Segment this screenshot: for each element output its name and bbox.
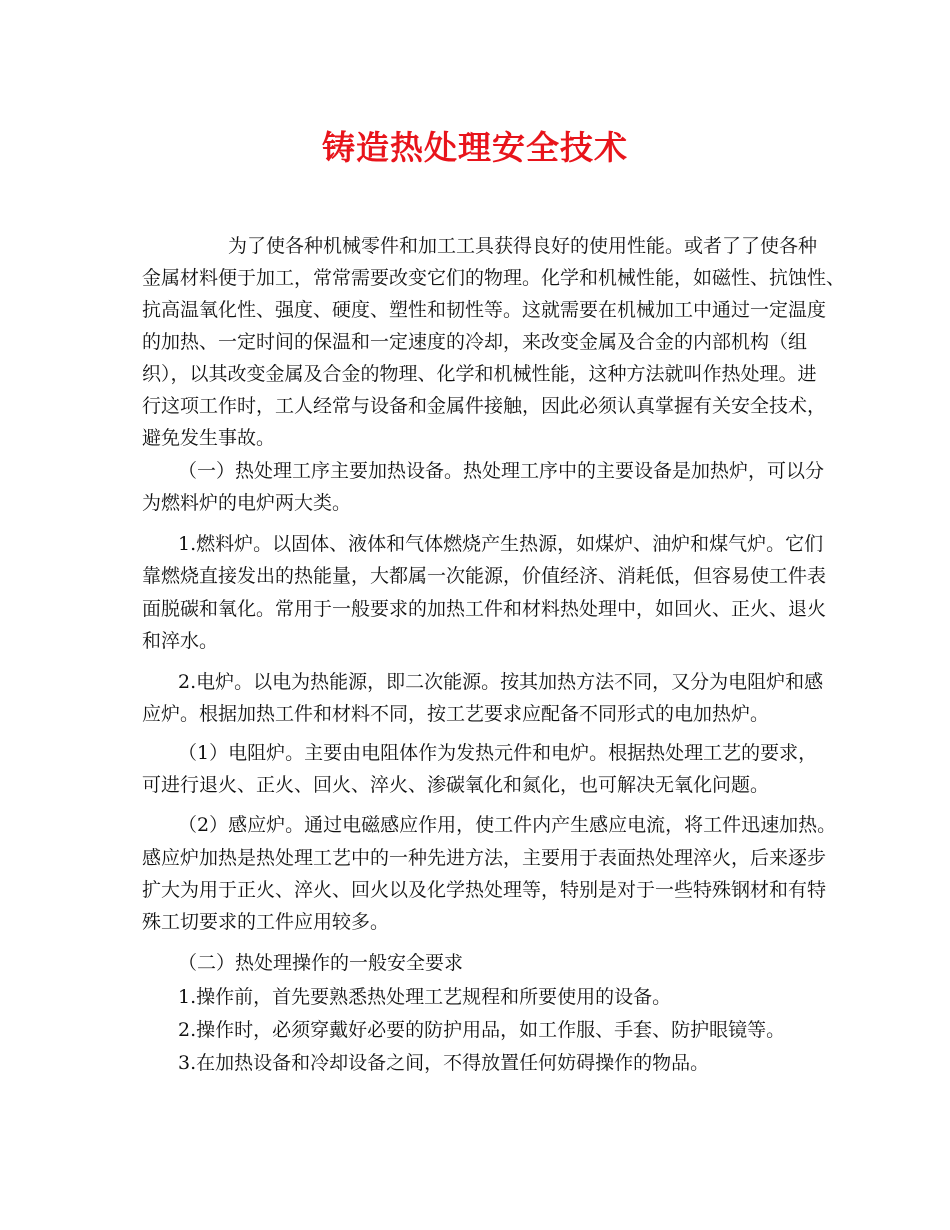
paragraph-line: 可进行退火、正火、回火、淬火、渗碳氧化和氮化，也可解决无氧化问题。	[142, 774, 770, 796]
paragraph-line: 和淬水。	[142, 630, 219, 652]
paragraph-line: 的加热、一定时间的保温和一定速度的冷却，来改变金属及合金的内部机构（组	[142, 331, 808, 353]
paragraph-line: 殊工切要求的工件应用较多。	[142, 911, 390, 933]
paragraph-line: 感应炉加热是热处理工艺中的一种先进方法，主要用于表面热处理淬火，后来逐步	[142, 847, 827, 869]
section-heading: （二）热处理操作的一般安全要求	[178, 952, 464, 974]
paragraph-line: 金属材料便于加工，常常需要改变它们的物理。化学和机械性能，如磁性、抗蚀性、	[142, 267, 846, 289]
paragraph-line: 抗高温氧化性、强度、硬度、塑性和韧性等。这就需要在机械加工中通过一定温度	[142, 299, 827, 321]
list-item: 1.燃料炉。以固体、液体和气体燃烧产生热源，如煤炉、油炉和煤气炉。它们	[178, 533, 824, 555]
section-heading: （一）热处理工序主要加热设备。热处理工序中的主要设备是加热炉，可以分	[178, 460, 825, 482]
list-item: （1）电阻炉。主要由电阻体作为发热元件和电炉。根据热处理工艺的要求，	[178, 742, 818, 764]
page-title: 铸造热处理安全技术	[322, 128, 628, 167]
list-item: （2）感应炉。通过电磁感应作用，使工件内产生感应电流，将工件迅速加热。	[178, 814, 837, 836]
paragraph-line: 避免发生事故。	[142, 427, 276, 449]
paragraph-line: 靠燃烧直接发出的热能量，大都属一次能源，价值经济、消耗低，但容易使工件表	[142, 565, 827, 587]
paragraph-line: 行这项工作时，工人经常与设备和金属件接触，因此必须认真掌握有关安全技术，	[142, 395, 827, 417]
list-item: 1.操作前，首先要熟悉热处理工艺规程和所要使用的设备。	[178, 986, 672, 1008]
paragraph-line: 面脱碳和氧化。常用于一般要求的加热工件和材料热处理中，如回火、正火、退火	[142, 598, 827, 620]
paragraph-line: 应炉。根据加热工件和材料不同，按工艺要求应配备不同形式的电加热炉。	[142, 703, 770, 725]
list-item: 2.操作时，必须穿戴好必要的防护用品，如工作服、手套、防护眼镜等。	[178, 1019, 786, 1041]
list-item: 3.在加热设备和冷却设备之间，不得放置任何妨碍操作的物品。	[178, 1052, 710, 1074]
paragraph-line: 为了使各种机械零件和加工工具获得良好的使用性能。或者了了使各种	[228, 235, 818, 257]
paragraph-line: 织），以其改变金属及合金的物理、化学和机械性能，这种方法就叫作热处理。进	[142, 363, 817, 385]
paragraph-line: 扩大为用于正火、淬火、回火以及化学热处理等，特别是对于一些特殊钢材和有特	[142, 879, 827, 901]
list-item: 2.电炉。以电为热能源，即二次能源。按其加热方法不同，又分为电阻炉和感	[178, 671, 824, 693]
paragraph-line: 为燃料炉的电炉两大类。	[142, 492, 352, 514]
